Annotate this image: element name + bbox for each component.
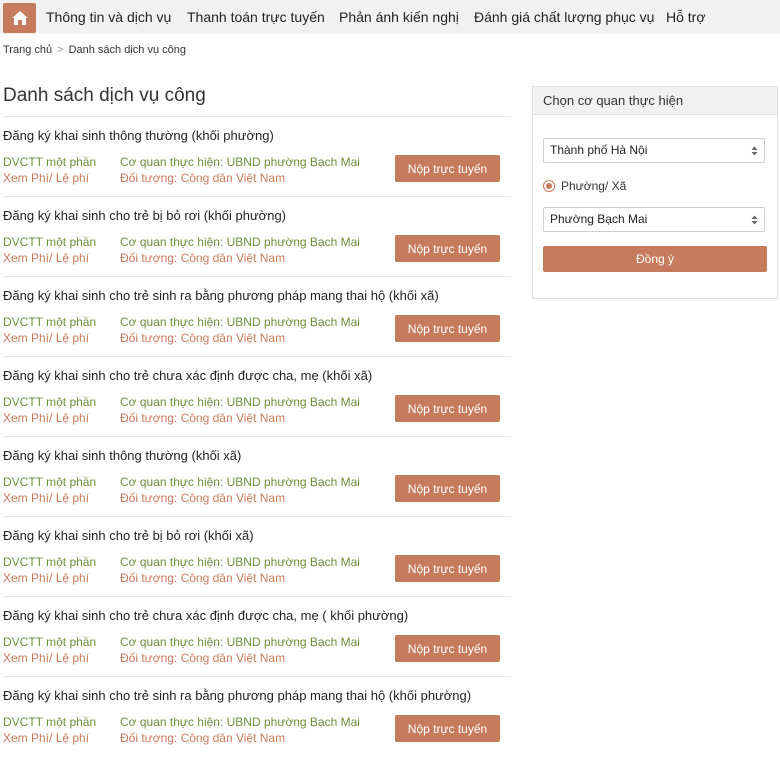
view-fee-link[interactable]: Xem Phí/ Lệ phí [3, 571, 90, 585]
service-item [3, 517, 511, 597]
breadcrumb-home-link[interactable]: Trang chủ [3, 44, 53, 56]
service-type: DVCTT một phần [3, 395, 97, 409]
service-title[interactable]: Đăng ký khai sinh cho trẻ bị bỏ rơi (khối phường) [3, 208, 286, 223]
ward-radio-label: Phường/ Xã [561, 179, 627, 193]
home-icon [12, 11, 28, 25]
breadcrumb [3, 44, 186, 56]
submit-online-button[interactable]: Nộp trực tuyến [395, 475, 500, 502]
service-target: Đối tượng: Công dân Việt Nam [120, 651, 286, 665]
service-agency: Cơ quan thực hiện: UBND phường Bạch Mai [120, 475, 360, 489]
service-agency: Cơ quan thực hiện: UBND phường Bạch Mai [120, 315, 360, 329]
submit-online-button[interactable]: Nộp trực tuyến [395, 635, 500, 662]
breadcrumb-separator: > [57, 44, 64, 56]
service-target: Đối tượng: Công dân Việt Nam [120, 251, 286, 265]
service-list [3, 117, 511, 756]
service-title[interactable]: Đăng ký khai sinh cho trẻ bị bỏ rơi (khối xã) [3, 528, 254, 543]
agency-filter-panel [532, 86, 778, 299]
view-fee-link[interactable]: Xem Phí/ Lệ phí [3, 251, 90, 265]
submit-online-button[interactable]: Nộp trực tuyến [395, 555, 500, 582]
nav-item-support[interactable]: Hỗ trợ [666, 9, 706, 25]
nav-item-online-payment[interactable]: Thanh toán trực tuyến [187, 9, 325, 25]
city-select[interactable] [543, 138, 765, 163]
ward-select-value: Phường Bạch Mai [550, 212, 648, 226]
service-item [3, 677, 511, 756]
view-fee-link[interactable]: Xem Phí/ Lệ phí [3, 731, 90, 745]
view-fee-link[interactable]: Xem Phí/ Lệ phí [3, 411, 90, 425]
service-title[interactable]: Đăng ký khai sinh cho trẻ chưa xác định được cha, mẹ ( khối phường) [3, 608, 409, 623]
service-agency: Cơ quan thực hiện: UBND phường Bạch Mai [120, 395, 360, 409]
service-agency: Cơ quan thực hiện: UBND phường Bạch Mai [120, 635, 360, 649]
submit-online-button[interactable]: Nộp trực tuyến [395, 395, 500, 422]
service-agency: Cơ quan thực hiện: UBND phường Bạch Mai [120, 235, 360, 249]
view-fee-link[interactable]: Xem Phí/ Lệ phí [3, 651, 90, 665]
view-fee-link[interactable]: Xem Phí/ Lệ phí [3, 331, 90, 345]
nav-item-feedback[interactable]: Phản ánh kiến nghị [339, 9, 459, 25]
top-nav [0, 0, 780, 34]
ward-radio[interactable] [543, 180, 555, 192]
page-title: Danh sách dịch vụ công [3, 85, 206, 106]
nav-item-info-services[interactable]: Thông tin và dịch vụ [46, 9, 172, 25]
breadcrumb-current: Danh sách dịch vụ công [68, 44, 186, 56]
service-item [3, 597, 511, 677]
service-type: DVCTT một phần [3, 555, 97, 569]
service-title[interactable]: Đăng ký khai sinh cho trẻ sinh ra bằng phương pháp mang thai hộ (khối phường) [3, 688, 472, 703]
service-item [3, 277, 511, 357]
submit-online-button[interactable]: Nộp trực tuyến [395, 235, 500, 262]
service-target: Đối tượng: Công dân Việt Nam [120, 571, 286, 585]
service-title[interactable]: Đăng ký khai sinh thông thường (khối phường) [3, 128, 274, 143]
service-type: DVCTT một phần [3, 715, 97, 729]
service-title[interactable]: Đăng ký khai sinh thông thường (khối xã) [3, 448, 242, 463]
panel-title: Chọn cơ quan thực hiện [533, 87, 777, 115]
service-target: Đối tượng: Công dân Việt Nam [120, 171, 286, 185]
service-type: DVCTT một phần [3, 475, 97, 489]
service-type: DVCTT một phần [3, 315, 97, 329]
submit-online-button[interactable]: Nộp trực tuyến [395, 715, 500, 742]
service-agency: Cơ quan thực hiện: UBND phường Bạch Mai [120, 155, 360, 169]
chevron-down-icon [751, 214, 758, 226]
city-select-value: Thành phố Hà Nội [550, 143, 648, 157]
service-target: Đối tượng: Công dân Việt Nam [120, 411, 286, 425]
service-agency: Cơ quan thực hiện: UBND phường Bạch Mai [120, 715, 360, 729]
nav-item-service-rating[interactable]: Đánh giá chất lượng phục vụ [474, 9, 655, 25]
service-target: Đối tượng: Công dân Việt Nam [120, 731, 286, 745]
service-item [3, 357, 511, 437]
service-type: DVCTT một phần [3, 235, 97, 249]
ward-radio-row [543, 178, 626, 194]
service-target: Đối tượng: Công dân Việt Nam [120, 331, 286, 345]
view-fee-link[interactable]: Xem Phí/ Lệ phí [3, 171, 90, 185]
ward-select[interactable] [543, 207, 765, 232]
submit-online-button[interactable]: Nộp trực tuyến [395, 315, 500, 342]
view-fee-link[interactable]: Xem Phí/ Lệ phí [3, 491, 90, 505]
submit-online-button[interactable]: Nộp trực tuyến [395, 155, 500, 182]
service-item [3, 197, 511, 277]
radio-selected-dot [546, 183, 552, 189]
service-type: DVCTT một phần [3, 155, 97, 169]
chevron-down-icon [751, 145, 758, 157]
service-item [3, 437, 511, 517]
service-item [3, 117, 511, 197]
home-button[interactable] [3, 3, 36, 33]
agree-button[interactable]: Đồng ý [543, 246, 767, 272]
service-target: Đối tượng: Công dân Việt Nam [120, 491, 286, 505]
service-title[interactable]: Đăng ký khai sinh cho trẻ chưa xác định được cha, mẹ (khối xã) [3, 368, 373, 383]
service-title[interactable]: Đăng ký khai sinh cho trẻ sinh ra bằng phương pháp mang thai hộ (khối xã) [3, 288, 439, 303]
service-agency: Cơ quan thực hiện: UBND phường Bạch Mai [120, 555, 360, 569]
service-type: DVCTT một phần [3, 635, 97, 649]
